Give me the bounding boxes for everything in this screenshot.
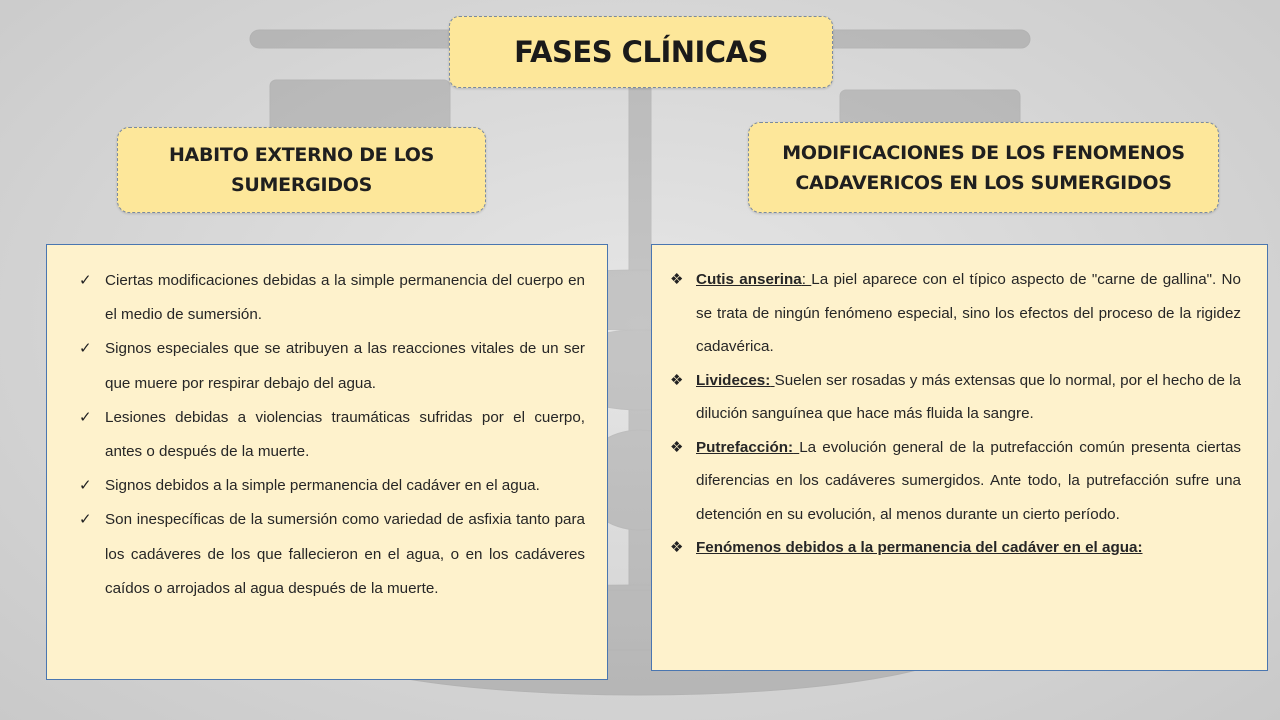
right-heading-box [748, 122, 1219, 213]
list-item [668, 531, 1241, 565]
list-item [77, 469, 585, 503]
term-label: Livideces: [696, 371, 771, 389]
list-item [668, 431, 1241, 532]
term-description: La evolución general de la putrefacción común presenta ciertas diferencias en los cadáveres sumergidos. Ante todo, la putrefacción sufre una detención en su evolución, al menos durante un cierto período. [696, 438, 1241, 523]
list-item [77, 401, 585, 469]
title-box [449, 16, 833, 88]
list-item [77, 264, 585, 332]
left-heading: HABITO EXTERNO DE LOS SUMERGIDOS [168, 144, 435, 196]
term-label: Putrefacción: [696, 438, 794, 456]
term-separator: : [801, 271, 812, 288]
list-item [77, 503, 585, 606]
list-item [668, 364, 1241, 431]
diamond-icon: ❖ [670, 438, 684, 456]
check-icon: ✓ [79, 272, 92, 289]
term-description: Suelen ser rosadas y más extensas que lo normal, por el hecho de la dilución sanguínea que hace más fluida la sangre. [696, 371, 1241, 422]
left-panel [46, 244, 608, 680]
diamond-icon: ❖ [670, 371, 684, 389]
left-list [77, 264, 585, 606]
term-label: Fenómenos debidos a la permanencia del cadáver en el agua: [696, 539, 1143, 556]
check-icon: ✓ [79, 511, 92, 529]
check-icon: ✓ [79, 408, 92, 426]
check-icon: ✓ [79, 340, 92, 358]
list-item [77, 332, 585, 400]
page-title: FASES CLÍNICAS [514, 35, 768, 69]
right-panel [651, 244, 1268, 671]
list-item-text: Lesiones debidas a violencias traumáticas sufridas por el cuerpo, antes o después de la muerte. [105, 408, 585, 461]
term-description: La piel aparece con el típico aspecto de "carne de gallina". No se trata de ningún fenómeno especial, sino los efectos del proceso de la rigidez cadavérica. [696, 271, 1241, 355]
list-item-text: Signos debidos a la simple permanencia del cadáver en el agua. [105, 477, 540, 495]
list-item-text: Son inespecíficas de la sumersión como variedad de asfixia tanto para los cadáveres de los que fallecieron en el agua, o en los cadáveres caídos o arrojados al agua después de la muerte. [105, 511, 585, 597]
list-item [668, 263, 1241, 364]
right-heading: MODIFICACIONES DE LOS FENOMENOS CADAVERICOS EN LOS SUMERGIDOS [782, 141, 1185, 194]
right-list [668, 263, 1241, 565]
term-label: Cutis anserina [696, 271, 802, 288]
list-item-text: Signos especiales que se atribuyen a las reacciones vitales de un ser que muere por respirar debajo del agua. [105, 340, 585, 392]
diamond-icon: ❖ [670, 539, 684, 556]
left-heading-box [117, 127, 486, 213]
check-icon: ✓ [79, 477, 92, 495]
diamond-icon: ❖ [670, 271, 684, 288]
list-item-text: Ciertas modificaciones debidas a la simple permanencia del cuerpo en el medio de sumersión. [105, 272, 585, 324]
